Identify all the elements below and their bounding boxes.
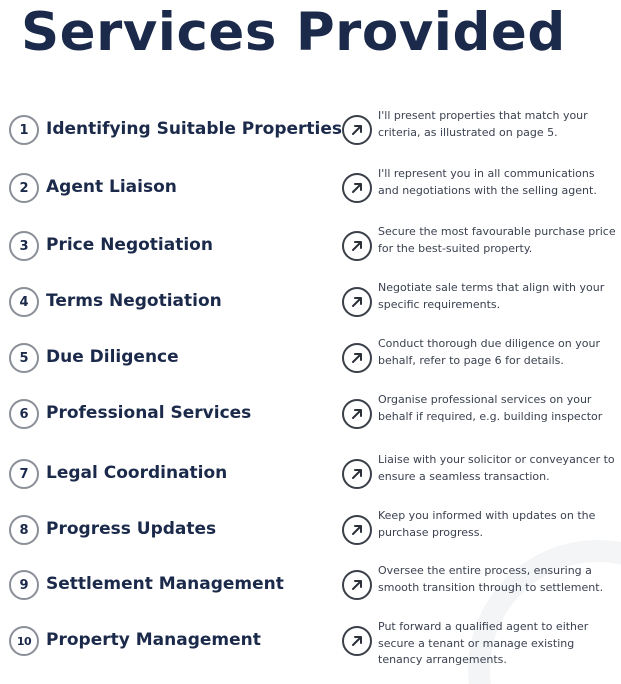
service-description: Put forward a qualified agent to either secure a tenant or manage existing tenancy arrangements.: [378, 620, 589, 666]
service-row: [0, 109, 621, 171]
service-title: Terms Negotiation: [46, 291, 222, 311]
number-badge-icon: 9: [9, 570, 39, 600]
service-description: Liaise with your solicitor or conveyancer to ensure a seamless transaction.: [378, 453, 615, 483]
service-description: Organise professional services on your behalf if required, e.g. building inspector: [378, 393, 603, 423]
number-badge-icon: 3: [9, 231, 39, 261]
service-description: I'll represent you in all communications and negotiations with the selling agent.: [378, 167, 597, 197]
arrow-up-right-icon: [342, 115, 372, 145]
number-badge-icon: 4: [9, 287, 39, 317]
service-title: Agent Liaison: [46, 177, 177, 197]
service-row: [0, 337, 621, 399]
service-description: Secure the most favourable purchase price for the best-suited property.: [378, 225, 616, 255]
service-description: Negotiate sale terms that align with your specific requirements.: [378, 281, 605, 311]
arrow-up-right-icon: [342, 173, 372, 203]
number-badge-icon: 8: [9, 515, 39, 545]
arrow-up-right-icon: [342, 399, 372, 429]
service-row: [0, 620, 621, 682]
page-title: Services Provided: [21, 2, 566, 63]
arrow-up-right-icon: [342, 459, 372, 489]
arrow-up-right-icon: [342, 343, 372, 373]
service-row: [0, 281, 621, 343]
number-badge-icon: 5: [9, 343, 39, 373]
service-row: [0, 225, 621, 287]
service-title: Identifying Suitable Properties: [46, 119, 342, 139]
arrow-up-right-icon: [342, 626, 372, 656]
service-description: Oversee the entire process, ensuring a smooth transition through to settlement.: [378, 564, 604, 594]
service-title: Legal Coordination: [46, 463, 228, 483]
number-badge-icon: 7: [9, 459, 39, 489]
service-title: Professional Services: [46, 403, 252, 423]
service-description: Conduct thorough due diligence on your behalf, refer to page 6 for details.: [378, 337, 600, 367]
service-title: Property Management: [46, 630, 261, 650]
service-row: [0, 393, 621, 455]
arrow-up-right-icon: [342, 231, 372, 261]
service-title: Price Negotiation: [46, 235, 213, 255]
service-description: I'll present properties that match your criteria, as illustrated on page 5.: [378, 109, 588, 139]
service-title: Settlement Management: [46, 574, 284, 594]
arrow-up-right-icon: [342, 515, 372, 545]
service-title: Progress Updates: [46, 519, 217, 539]
number-badge-icon: 2: [9, 173, 39, 203]
service-row: [0, 167, 621, 229]
arrow-up-right-icon: [342, 570, 372, 600]
number-badge-icon: 1: [9, 115, 39, 145]
service-row: [0, 453, 621, 515]
service-description: Keep you informed with updates on the purchase progress.: [378, 509, 596, 539]
number-badge-icon: 10: [9, 626, 39, 656]
service-title: Due Diligence: [46, 347, 179, 367]
arrow-up-right-icon: [342, 287, 372, 317]
service-row: [0, 564, 621, 626]
number-badge-icon: 6: [9, 399, 39, 429]
